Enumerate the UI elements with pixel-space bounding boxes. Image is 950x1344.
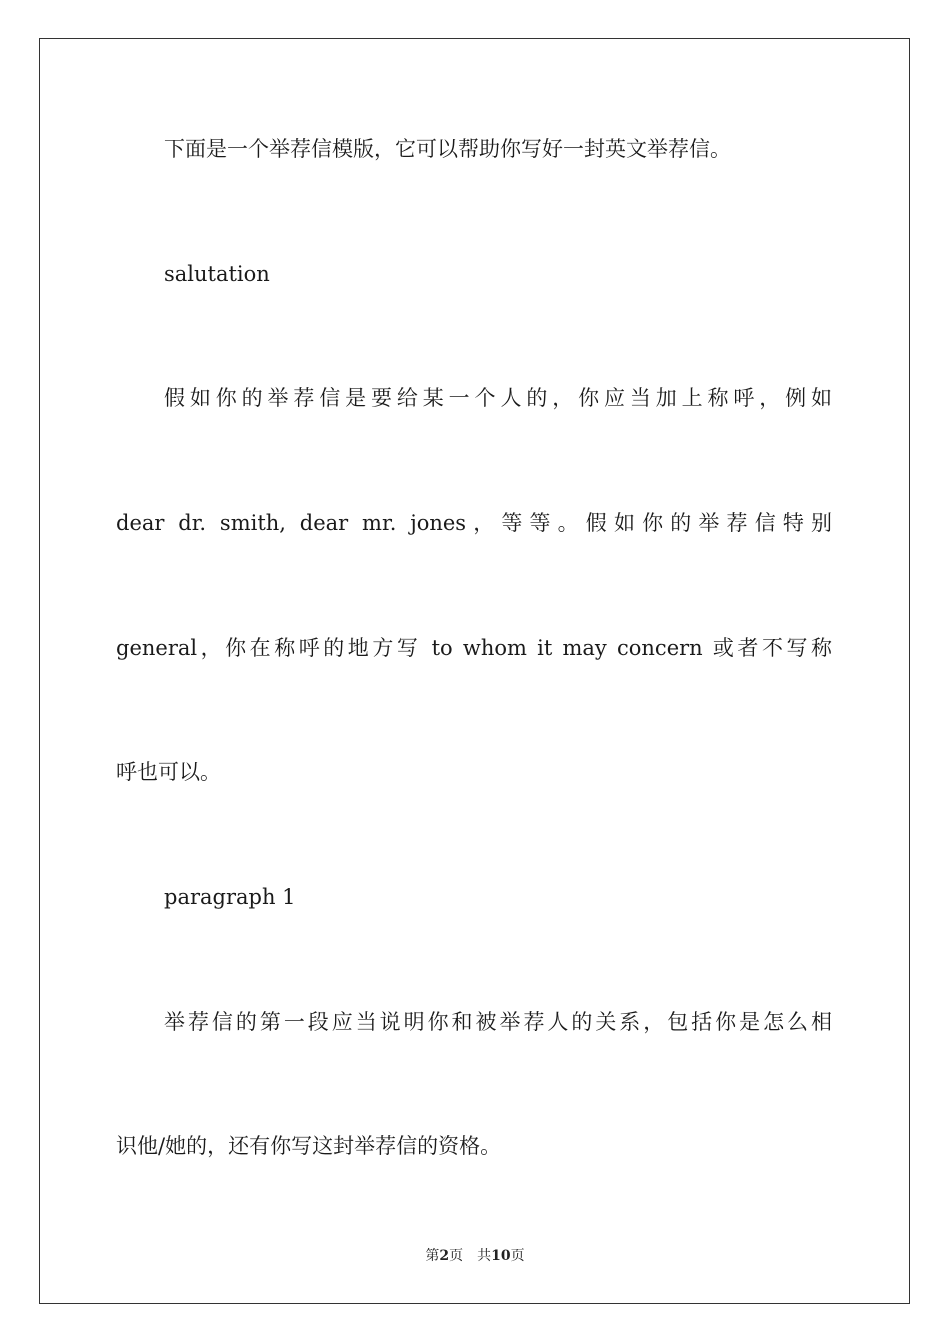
text-line-7: paragraph 1 (164, 885, 296, 909)
footer-total-suffix: 页 (510, 1248, 525, 1264)
footer-page-number: 2 (439, 1248, 450, 1264)
footer-total-pages: 10 (491, 1248, 511, 1264)
text-line-2: salutation (164, 262, 270, 286)
text-line-8: 举荐信的第一段应当说明你和被举荐人的关系，包括你是怎么相 (164, 1010, 832, 1034)
page-footer (0, 1246, 950, 1266)
text-line-6: 呼也可以。 (116, 760, 221, 784)
text-line-4: dear dr. smith, dear mr. jones，等等。假如你的举荐信特别 (116, 511, 832, 535)
text-line-5: general，你在称呼的地方写 to whom it may concern 或者不写称 (116, 636, 832, 660)
footer-page-suffix: 页 (449, 1248, 464, 1264)
text-line-9: 识他/她的，还有你写这封举荐信的资格。 (116, 1134, 502, 1158)
text-line-1: 下面是一个举荐信模版，它可以帮助你写好一封英文举荐信。 (164, 137, 731, 161)
page-border (39, 38, 910, 1304)
footer-total-prefix: 共 (477, 1248, 492, 1264)
text-line-3: 假如你的举荐信是要给某一个人的，你应当加上称呼，例如 (164, 386, 832, 410)
footer-page-prefix: 第 (425, 1248, 440, 1264)
